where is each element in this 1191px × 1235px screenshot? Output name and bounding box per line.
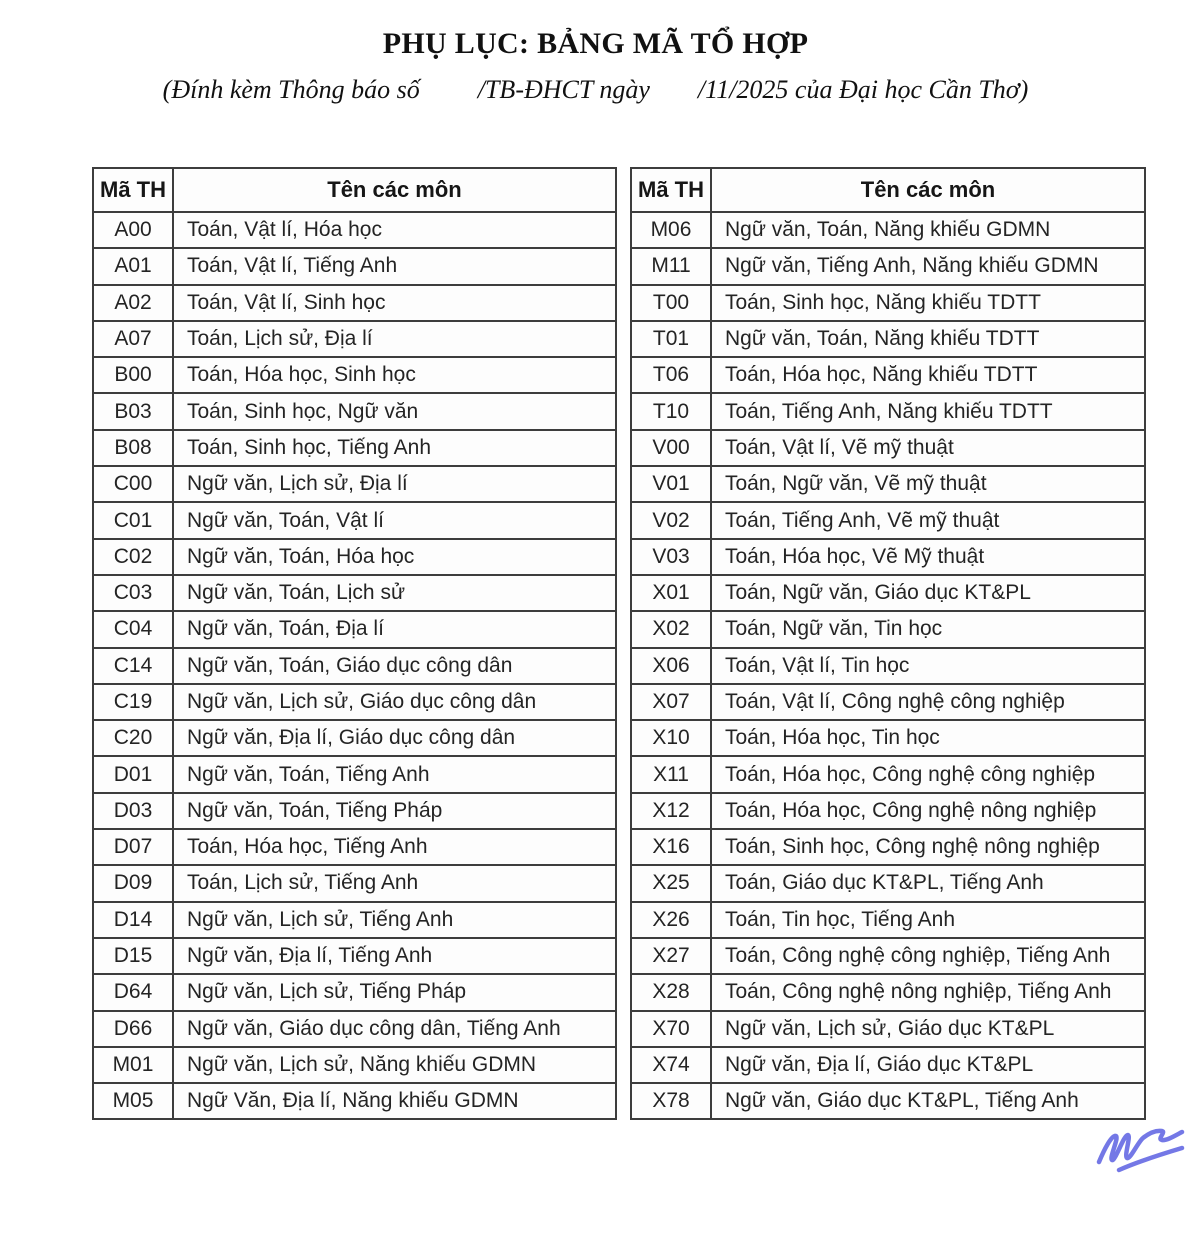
combo-code-cell: D14 [93,902,173,938]
table-row [93,212,616,248]
table-row [93,756,616,792]
table-row [93,611,616,647]
table-row [631,430,1145,466]
table-row [93,1047,616,1083]
table-row [93,1083,616,1119]
combo-subjects-cell: Toán, Sinh học, Tiếng Anh [173,430,616,466]
table-row [631,938,1145,974]
combo-code-cell: V02 [631,502,711,538]
combo-subjects-cell: Toán, Vật lí, Hóa học [173,212,616,248]
combo-subjects-cell: Toán, Vật lí, Tiếng Anh [173,248,616,284]
combo-subjects-cell: Toán, Hóa học, Sinh học [173,357,616,393]
table-row [93,466,616,502]
combo-subjects-cell: Toán, Ngữ văn, Vẽ mỹ thuật [711,466,1145,502]
subtitle-part1: (Đính kèm Thông báo số [162,75,420,104]
table-row [631,684,1145,720]
table-row [93,248,616,284]
table-row [93,502,616,538]
combo-code-cell: C14 [93,648,173,684]
combo-subjects-cell: Toán, Vật lí, Vẽ mỹ thuật [711,430,1145,466]
table-header-row [631,168,1145,212]
combo-code-cell: X06 [631,648,711,684]
combo-code-cell: B03 [93,393,173,429]
table-row [93,974,616,1010]
combo-subjects-cell: Ngữ văn, Toán, Tiếng Pháp [173,793,616,829]
combo-code-cell: X26 [631,902,711,938]
table-row [93,285,616,321]
table-row [93,430,616,466]
table-row [631,611,1145,647]
combo-code-cell: X10 [631,720,711,756]
combo-subjects-cell: Ngữ văn, Lịch sử, Tiếng Pháp [173,974,616,1010]
combo-subjects-cell: Ngữ văn, Toán, Tiếng Anh [173,756,616,792]
combo-code-cell: X12 [631,793,711,829]
table-row [93,720,616,756]
combo-subjects-cell: Toán, Sinh học, Công nghệ nông nghiệp [711,829,1145,865]
table-row [93,648,616,684]
right-table-body [631,212,1145,1119]
combo-subjects-cell: Toán, Hóa học, Công nghệ công nghiệp [711,756,1145,792]
combination-table-left [92,167,617,1120]
combo-code-cell: X27 [631,938,711,974]
combo-code-cell: T10 [631,393,711,429]
subtitle-part3: /11/2025 của Đại học Cần Thơ) [697,75,1029,104]
combo-subjects-cell: Toán, Công nghệ công nghiệp, Tiếng Anh [711,938,1145,974]
combo-subjects-cell: Ngữ văn, Toán, Năng khiếu GDMN [711,212,1145,248]
combo-code-cell: B00 [93,357,173,393]
combo-code-cell: D07 [93,829,173,865]
combo-code-cell: A07 [93,321,173,357]
table-row [93,684,616,720]
table-row [631,865,1145,901]
combo-subjects-cell: Toán, Vật lí, Sinh học [173,285,616,321]
combo-code-cell: X25 [631,865,711,901]
table-row [631,575,1145,611]
combo-subjects-cell: Ngữ văn, Địa lí, Giáo dục KT&PL [711,1047,1145,1083]
combo-code-cell: V03 [631,539,711,575]
combo-subjects-cell: Ngữ văn, Toán, Vật lí [173,502,616,538]
combination-tables [92,167,1146,1120]
combo-subjects-cell: Toán, Tiếng Anh, Vẽ mỹ thuật [711,502,1145,538]
combo-subjects-cell: Ngữ văn, Toán, Giáo dục công dân [173,648,616,684]
column-header-code: Mã TH [631,168,711,212]
combo-code-cell: C00 [93,466,173,502]
combo-code-cell: T01 [631,321,711,357]
combo-code-cell: M11 [631,248,711,284]
combo-code-cell: M06 [631,212,711,248]
combo-subjects-cell: Toán, Lịch sử, Tiếng Anh [173,865,616,901]
combo-subjects-cell: Toán, Hóa học, Tin học [711,720,1145,756]
combo-code-cell: X78 [631,1083,711,1119]
combo-code-cell: V01 [631,466,711,502]
combo-subjects-cell: Ngữ Văn, Địa lí, Năng khiếu GDMN [173,1083,616,1119]
combo-subjects-cell: Ngữ văn, Địa lí, Giáo dục công dân [173,720,616,756]
combo-subjects-cell: Toán, Ngữ văn, Tin học [711,611,1145,647]
combo-subjects-cell: Toán, Công nghệ nông nghiệp, Tiếng Anh [711,974,1145,1010]
table-row [631,502,1145,538]
combo-subjects-cell: Ngữ văn, Địa lí, Tiếng Anh [173,938,616,974]
table-row [93,357,616,393]
table-row [631,1083,1145,1119]
combo-subjects-cell: Ngữ văn, Tiếng Anh, Năng khiếu GDMN [711,248,1145,284]
combo-code-cell: D03 [93,793,173,829]
combo-code-cell: X11 [631,756,711,792]
combo-code-cell: X16 [631,829,711,865]
combo-code-cell: D01 [93,756,173,792]
combo-code-cell: C20 [93,720,173,756]
table-row [93,321,616,357]
combo-subjects-cell: Ngữ văn, Toán, Địa lí [173,611,616,647]
combo-subjects-cell: Ngữ văn, Lịch sử, Năng khiếu GDMN [173,1047,616,1083]
page-title: PHỤ LỤC: BẢNG MÃ TỔ HỢP [382,27,809,60]
table-row [93,865,616,901]
combo-subjects-cell: Toán, Giáo dục KT&PL, Tiếng Anh [711,865,1145,901]
table-row [631,1047,1145,1083]
combo-subjects-cell: Toán, Vật lí, Tin học [711,648,1145,684]
combo-code-cell: T00 [631,285,711,321]
table-row [93,938,616,974]
table-row [93,793,616,829]
subtitle [0,75,1191,105]
combo-code-cell: M01 [93,1047,173,1083]
table-row [631,974,1145,1010]
signature-scribble [1092,1123,1188,1175]
combo-code-cell: C04 [93,611,173,647]
combo-code-cell: X01 [631,575,711,611]
table-row [631,756,1145,792]
table-row [93,829,616,865]
combo-code-cell: D09 [93,865,173,901]
table-row [93,1011,616,1047]
combo-code-cell: X02 [631,611,711,647]
combo-code-cell: A02 [93,285,173,321]
column-header-subjects: Tên các môn [711,168,1145,212]
table-row [631,248,1145,284]
combo-subjects-cell: Ngữ văn, Toán, Năng khiếu TDTT [711,321,1145,357]
table-row [631,1011,1145,1047]
combo-subjects-cell: Toán, Hóa học, Công nghệ nông nghiệp [711,793,1145,829]
combo-subjects-cell: Toán, Sinh học, Ngữ văn [173,393,616,429]
combo-code-cell: M05 [93,1083,173,1119]
combo-subjects-cell: Toán, Sinh học, Năng khiếu TDTT [711,285,1145,321]
combo-subjects-cell: Ngữ văn, Lịch sử, Tiếng Anh [173,902,616,938]
table-row [93,393,616,429]
table-row [93,575,616,611]
combo-subjects-cell: Ngữ văn, Toán, Hóa học [173,539,616,575]
subtitle-part2: /TB-ĐHCT ngày [477,75,650,104]
combination-table-right [630,167,1146,1120]
combo-code-cell: C03 [93,575,173,611]
combo-subjects-cell: Toán, Hóa học, Vẽ Mỹ thuật [711,539,1145,575]
combo-code-cell: A01 [93,248,173,284]
table-row [631,539,1145,575]
appendix-page [0,27,1191,1235]
combo-code-cell: X70 [631,1011,711,1047]
combo-code-cell: T06 [631,357,711,393]
column-header-subjects: Tên các môn [173,168,616,212]
table-header-row [93,168,616,212]
combo-subjects-cell: Toán, Hóa học, Tiếng Anh [173,829,616,865]
combo-subjects-cell: Toán, Hóa học, Năng khiếu TDTT [711,357,1145,393]
table-row [631,829,1145,865]
combo-code-cell: D66 [93,1011,173,1047]
table-row [631,466,1145,502]
table-row [631,793,1145,829]
table-row [631,648,1145,684]
table-row [631,393,1145,429]
combo-code-cell: X07 [631,684,711,720]
combo-code-cell: X74 [631,1047,711,1083]
combo-code-cell: V00 [631,430,711,466]
table-row [631,357,1145,393]
combo-subjects-cell: Toán, Ngữ văn, Giáo dục KT&PL [711,575,1145,611]
combo-code-cell: B08 [93,430,173,466]
combo-subjects-cell: Ngữ văn, Giáo dục KT&PL, Tiếng Anh [711,1083,1145,1119]
combo-subjects-cell: Toán, Tiếng Anh, Năng khiếu TDTT [711,393,1145,429]
left-table-body [93,212,616,1119]
combo-code-cell: C19 [93,684,173,720]
combo-subjects-cell: Ngữ văn, Lịch sử, Giáo dục công dân [173,684,616,720]
combo-subjects-cell: Toán, Vật lí, Công nghệ công nghiệp [711,684,1145,720]
combo-subjects-cell: Toán, Tin học, Tiếng Anh [711,902,1145,938]
combo-subjects-cell: Ngữ văn, Lịch sử, Giáo dục KT&PL [711,1011,1145,1047]
combo-code-cell: C02 [93,539,173,575]
table-row [93,902,616,938]
table-row [93,539,616,575]
combo-subjects-cell: Toán, Lịch sử, Địa lí [173,321,616,357]
table-row [631,902,1145,938]
combo-code-cell: D64 [93,974,173,1010]
table-row [631,212,1145,248]
combo-code-cell: D15 [93,938,173,974]
combo-code-cell: C01 [93,502,173,538]
combo-subjects-cell: Ngữ văn, Toán, Lịch sử [173,575,616,611]
table-row [631,321,1145,357]
table-row [631,720,1145,756]
table-row [631,285,1145,321]
column-header-code: Mã TH [93,168,173,212]
combo-code-cell: A00 [93,212,173,248]
combo-subjects-cell: Ngữ văn, Lịch sử, Địa lí [173,466,616,502]
combo-subjects-cell: Ngữ văn, Giáo dục công dân, Tiếng Anh [173,1011,616,1047]
combo-code-cell: X28 [631,974,711,1010]
